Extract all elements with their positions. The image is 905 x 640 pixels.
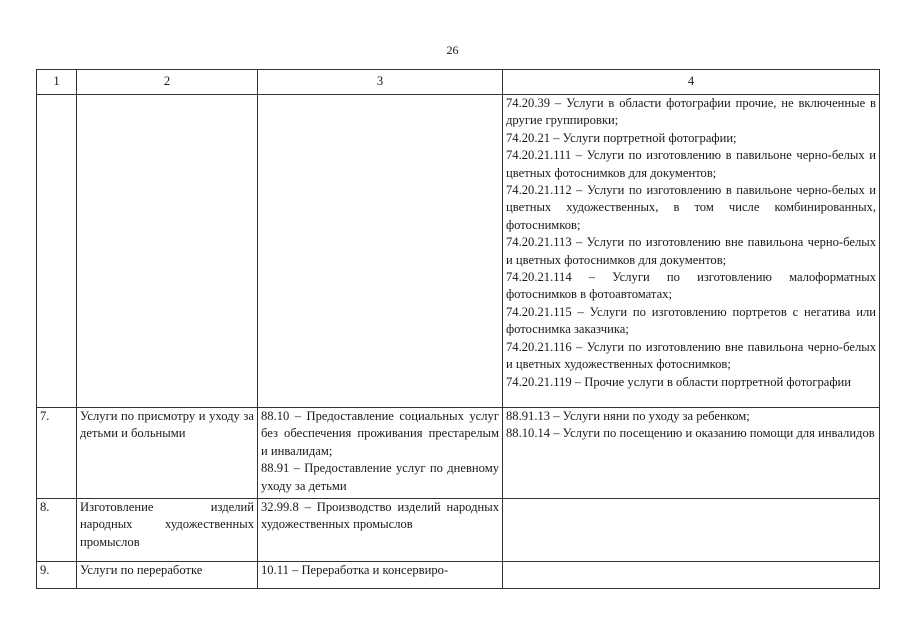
column-header-3: 3 bbox=[258, 70, 503, 95]
table-row bbox=[37, 95, 880, 408]
table-row bbox=[37, 408, 880, 499]
okpd-code-cell bbox=[503, 562, 880, 589]
okpd-code-line: 74.20.39 – Услуги в области фотографии прочие, не включенные в другие группировки; bbox=[506, 96, 876, 128]
okpd-code-line: 74.20.21.119 – Прочие услуги в области портретной фотографии bbox=[506, 374, 852, 389]
okpd-code-line: 88.91.13 – Услуги няни по уходу за ребенком; bbox=[506, 409, 750, 423]
column-header-1: 1 bbox=[37, 70, 77, 95]
service-name-cell bbox=[77, 408, 258, 499]
table-header-row bbox=[37, 70, 880, 95]
service-name-cell bbox=[77, 499, 258, 562]
column-header-2: 2 bbox=[77, 70, 258, 95]
okpd-code-cell bbox=[503, 95, 880, 408]
okpd-code-line: 74.20.21.111 – Услуги по изготовлению в павильоне черно-белых и цветных фотоснимков для документов; bbox=[506, 148, 876, 180]
row-number: 8. bbox=[37, 499, 77, 562]
service-name-cell bbox=[77, 562, 258, 589]
okpd-code-line: 74.20.21.115 – Услуги по изготовлению портретов с негатива или фотоснимка заказчика; bbox=[506, 304, 876, 337]
okved-code-line: 88.10 – Предоставление социальных услуг без обеспечения проживания престарелым и инвалидам; bbox=[261, 409, 499, 458]
okved-code-cell bbox=[258, 562, 503, 589]
okpd-code-cell bbox=[503, 408, 880, 499]
okved-code-cell bbox=[258, 95, 503, 408]
row-number bbox=[37, 95, 77, 408]
okpd-code-line: 74.20.21.112 – Услуги по изготовлению в павильоне черно-белых и цветных художественных, в том числе комбинированных, фотоснимков; bbox=[506, 183, 876, 232]
table-row bbox=[37, 499, 880, 562]
okved-code-cell bbox=[258, 499, 503, 562]
row-number: 7. bbox=[37, 408, 77, 499]
okved-code-cell bbox=[258, 408, 503, 499]
okpd-code-cell bbox=[503, 499, 880, 562]
column-header-4: 4 bbox=[503, 70, 880, 95]
service-name-cell bbox=[77, 95, 258, 408]
service-name: Услуги по присмотру и уходу за детьми и больными bbox=[80, 409, 254, 441]
okved-code-line: 88.91 – Предоставление услуг по дневному уходу за детьми bbox=[261, 461, 499, 493]
table-row bbox=[37, 562, 880, 589]
okpd-code-line: 74.20.21 – Услуги портретной фотографии; bbox=[506, 130, 737, 145]
okpd-code-line: 74.20.21.116 – Услуги по изготовлению вне павильона черно-белых и цветных художественных фотоснимков; bbox=[506, 339, 876, 372]
okved-code-line: 32.99.8 – Производство изделий народных художественных промыслов bbox=[261, 500, 499, 532]
row-number: 9. bbox=[37, 562, 77, 589]
service-name: Изготовление изделий народных художественных промыслов bbox=[80, 500, 254, 549]
okpd-code-line: 74.20.21.114 – Услуги по изготовлению малоформатных фотоснимков в фотоавтоматах; bbox=[506, 270, 876, 302]
okpd-code-line: 74.20.21.113 – Услуги по изготовлению вне павильона черно-белых и цветных фотоснимков для документов; bbox=[506, 235, 876, 267]
okved-code-line: 10.11 – Переработка и консервиро- bbox=[261, 563, 449, 577]
service-name: Услуги по переработке bbox=[80, 563, 203, 577]
services-table bbox=[36, 69, 880, 589]
okpd-code-line: 88.10.14 – Услуги по посещению и оказанию помощи для инвалидов bbox=[506, 426, 875, 441]
page-number: 26 bbox=[446, 43, 459, 57]
